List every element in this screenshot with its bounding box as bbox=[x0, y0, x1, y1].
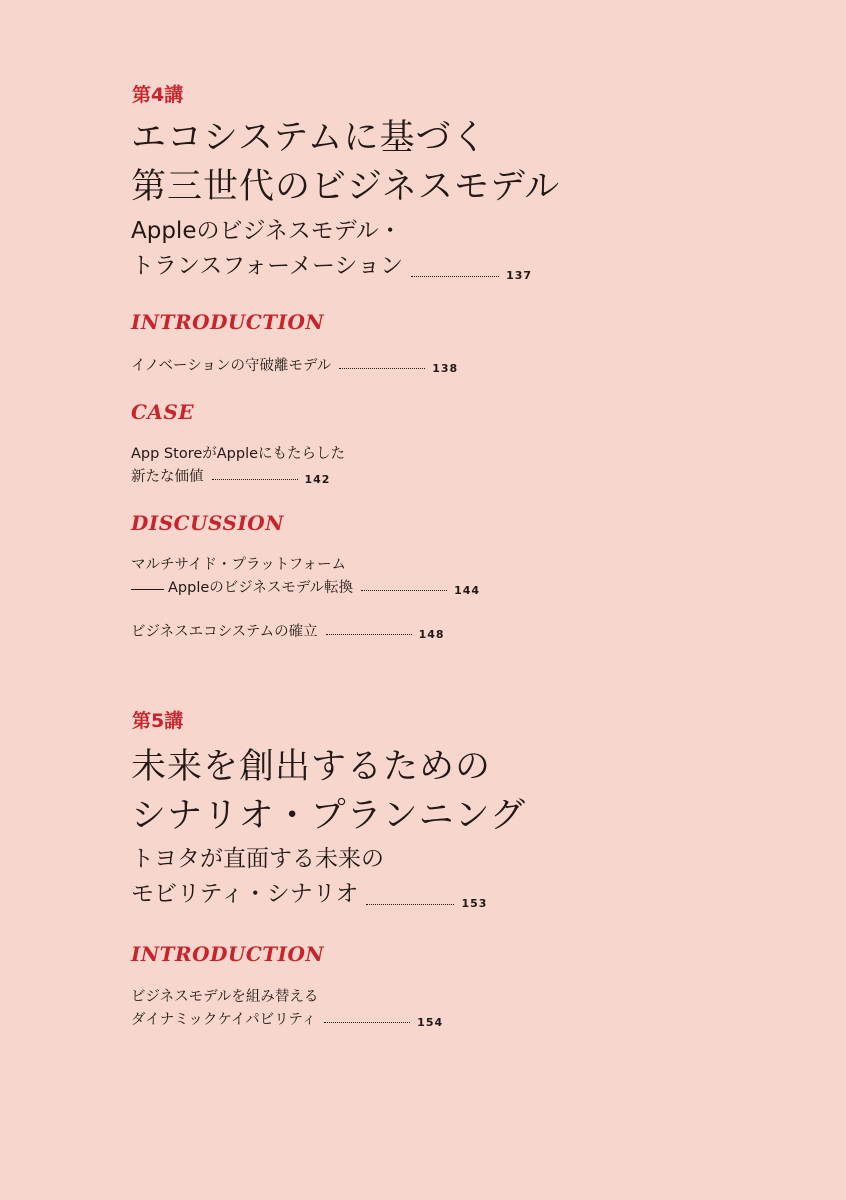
toc-entry-title: イノベーションの守破離モデル bbox=[131, 358, 332, 374]
toc-entry-line bbox=[131, 249, 532, 284]
toc-entry[interactable] bbox=[131, 554, 480, 600]
toc-entry[interactable] bbox=[131, 621, 445, 644]
page-number: 138 bbox=[432, 362, 459, 375]
lecture-title-line: エコシステムに基づく bbox=[131, 118, 488, 158]
em-dash-rule bbox=[131, 589, 164, 590]
toc-entry-title: App StoreがAppleにもたらした bbox=[131, 446, 346, 462]
lecture-title bbox=[131, 114, 560, 212]
leader-dots bbox=[366, 904, 454, 905]
toc-entry-title: ダイナミックケイパビリティ bbox=[131, 1012, 317, 1028]
toc-entry[interactable] bbox=[131, 443, 345, 489]
lecture-subtitle[interactable] bbox=[131, 214, 532, 284]
leader-dots bbox=[411, 276, 499, 277]
leader-dots bbox=[339, 368, 425, 369]
toc-entry[interactable] bbox=[131, 355, 458, 378]
toc-entry-title: 新たな価値 bbox=[131, 469, 204, 485]
lecture-subtitle-line: Appleのビジネスモデル・ bbox=[131, 218, 402, 244]
lecture-number: 第4講 bbox=[132, 84, 184, 106]
lecture-title-line: 未来を創出するための bbox=[131, 747, 492, 787]
lecture-subtitle-line: トランスフォーメーション bbox=[131, 253, 404, 279]
toc-entry-title: マルチサイド・プラットフォーム bbox=[131, 557, 347, 573]
section-label-introduction: INTRODUCTION bbox=[131, 942, 325, 966]
page-number: 137 bbox=[506, 269, 533, 282]
leader-dots bbox=[212, 479, 298, 480]
leader-dots bbox=[326, 634, 412, 635]
toc-entry-title: ビジネスモデルを組み替える bbox=[131, 989, 319, 1005]
lecture-title-line: シナリオ・プランニング bbox=[131, 796, 526, 836]
page-number: 153 bbox=[461, 897, 488, 910]
section-label-introduction: INTRODUCTION bbox=[131, 310, 325, 334]
leader-dots bbox=[361, 590, 447, 591]
lecture-subtitle-line: モビリティ・シナリオ bbox=[131, 881, 359, 907]
page-number: 142 bbox=[304, 473, 331, 486]
lecture-subtitle[interactable] bbox=[131, 842, 487, 912]
toc-entry-title: ビジネスエコシステムの確立 bbox=[131, 624, 318, 640]
section-label-case: CASE bbox=[131, 400, 195, 424]
page-number: 144 bbox=[454, 584, 481, 597]
section-label-discussion: DISCUSSION bbox=[131, 511, 285, 535]
toc-entry-title: Appleのビジネスモデル転換 bbox=[168, 580, 354, 596]
page-number: 154 bbox=[417, 1016, 444, 1029]
page-number: 148 bbox=[418, 628, 445, 641]
toc-entry[interactable] bbox=[131, 986, 443, 1032]
lecture-subtitle-line: トヨタが直面する未来の bbox=[131, 846, 384, 872]
lecture-number: 第5講 bbox=[132, 710, 184, 732]
toc-entry-line bbox=[131, 877, 487, 912]
lecture-title-line: 第三世代のビジネスモデル bbox=[131, 167, 561, 207]
leader-dots bbox=[324, 1022, 410, 1023]
lecture-title bbox=[131, 743, 526, 841]
